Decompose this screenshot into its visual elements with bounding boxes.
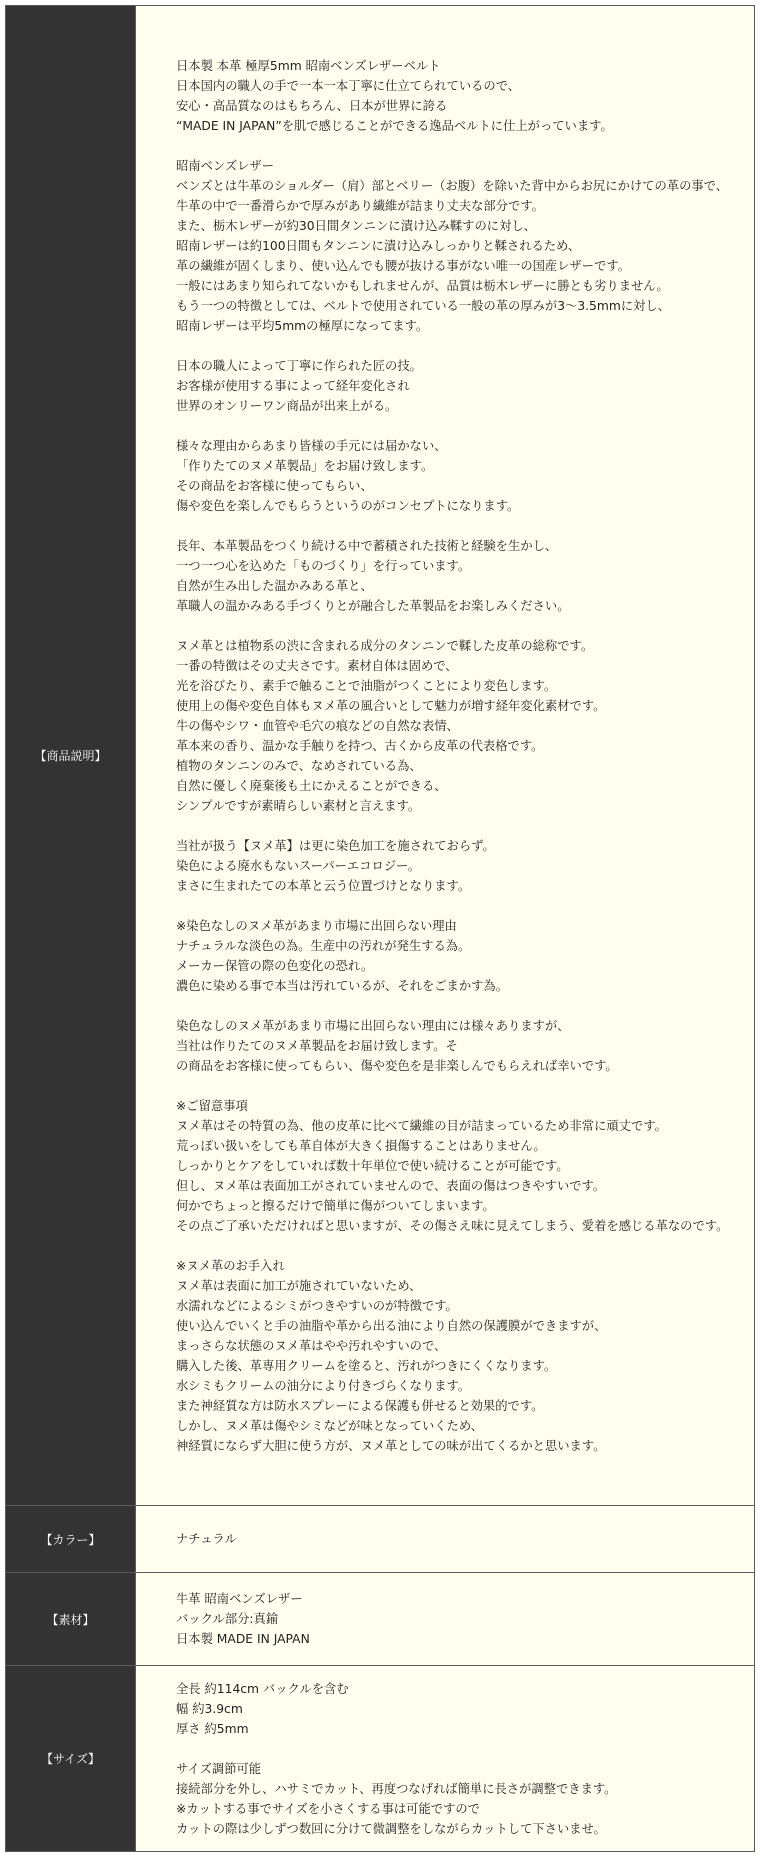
text-line: しかし、ヌメ革は傷やシミなどが味となっていくため、: [176, 1418, 483, 1433]
text-line: 染色なしのヌメ革があまり市場に出回らない理由には様々ありますが、: [176, 1018, 570, 1033]
text-line: 濃色に染める事で本当は汚れているが、それをごまかす為。: [176, 978, 509, 993]
text-line: ヌメ革とは植物系の渋に含まれる成分のタンニンで鞣した皮革の総称です。: [176, 638, 594, 653]
text-line: ヌメ革はその特質の為、他の皮革に比べて繊維の目が詰まっているため非常に頑丈です。: [176, 1118, 667, 1133]
text-line: 革本来の香り、温かな手触りを持つ、古くから皮革の代表格です。: [176, 738, 544, 753]
text-line: 牛革 昭南ベンズレザー: [176, 1592, 303, 1606]
text-line: ※ご留意事項: [176, 1098, 248, 1113]
spec-table-body: [6, 6, 755, 1852]
text-line: 昭南ベンズレザー: [176, 158, 275, 173]
text-line: 革の繊維が固くしまり、使い込んでも腰が抜ける事がない唯一の国産レザーです。: [176, 258, 631, 273]
text-line: 全長 約114cm バックルを含む: [176, 1681, 349, 1696]
text-line: もう一つの特徴としては、ベルトで使用されている一般の革の厚みが3～3.5mmに対し、: [176, 298, 671, 313]
text-line: 使い込んでいくと手の油脂や革から出る油により自然の保護膜ができますが、: [176, 1318, 607, 1333]
text-line: 染色による廃水もないスーパーエコロジー。: [176, 858, 421, 873]
content-material: [136, 1573, 755, 1666]
text-line: 日本製 MADE IN JAPAN: [176, 1632, 310, 1646]
product-spec-table: [5, 5, 755, 1852]
text-paragraph: [176, 1679, 734, 1739]
text-line: 光を浴びたり、素手で触ることで油脂がつくことにより変色します。: [176, 678, 557, 693]
text-line: 一般にはあまり知られてないかもしれませんが、品質は栃木レザーに勝とも劣りません。: [176, 278, 669, 293]
text-line: 一つ一つ心を込めた「ものづくり」を行っています。: [176, 558, 471, 573]
text-line: 傷や変色を楽しんでもらうというのがコンセプトになります。: [176, 498, 520, 513]
text-line: メーカー保管の際の色変化の恐れ。: [176, 958, 374, 973]
spec-row-description: [6, 6, 755, 1506]
text-paragraph: [176, 536, 734, 616]
text-paragraph: [176, 836, 734, 896]
text-line: 購入した後、革専用クリームを塗ると、汚れがつきにくくなります。: [176, 1358, 557, 1373]
text-line: しっかりとケアをしていれば数十年単位で使い続けることが可能です。: [176, 1158, 569, 1173]
text-line: 昭南レザーは平均5mmの極厚になってます。: [176, 318, 429, 333]
text-paragraph: [176, 356, 734, 416]
text-line: 植物のタンニンのみで、なめされている為、: [176, 758, 422, 773]
text-line: 一番の特徴はその丈夫さです。素材自体は固めで、: [176, 658, 458, 673]
text-paragraph: [176, 156, 734, 336]
text-line: まさに生まれたての本革と云う位置づけとなります。: [176, 878, 471, 893]
text-line: また、栃木レザーが約30日間タンニンに漬け込み鞣すのに対し、: [176, 218, 536, 233]
text-line: 牛の傷やシワ・血管や毛穴の痕などの自然な表情、: [176, 718, 459, 733]
text-line: の商品をお客様に使ってもらい、傷や変色を是非楽しんでもらえれば幸いです。: [176, 1058, 618, 1073]
text-line: 何かでちょっと擦るだけで簡単に傷がついてしまいます。: [176, 1198, 495, 1213]
text-line: お客様が使用する事によって経年変化され: [176, 378, 410, 393]
label-color: 【カラー】: [6, 1506, 136, 1573]
text-line: 自然に優しく廃棄後も土にかえることができる、: [176, 778, 447, 793]
text-line: また神経質な方は防水スプレーによる保護も併せると効果的です。: [176, 1398, 544, 1413]
label-material: 【素材】: [6, 1573, 136, 1666]
content-size: [136, 1666, 755, 1852]
label-size: 【サイズ】: [6, 1666, 136, 1852]
text-line: ナチュラルな淡色の為。生産中の汚れが発生する為。: [176, 938, 471, 953]
text-line: 当社が扱う【ヌメ革】は更に染色加工を施されておらず。: [176, 838, 495, 853]
content-description: [136, 6, 755, 1506]
text-line: 長年、本革製品をつくり続ける中で蓄積された技術と経験を生かし、: [176, 538, 558, 553]
text-line: カットの際は少しずつ数回に分けて微調整をしながらカットして下さいませ。: [176, 1821, 606, 1836]
text-paragraph: [176, 916, 734, 996]
text-line: 「作りたてのヌメ革製品」をお届け致します。: [176, 458, 434, 473]
text-line: 当社は作りたてのヌメ革製品をお届け致します。そ: [176, 1038, 458, 1053]
text-line: ベンズとは牛革のショルダー（肩）部とベリー（お腹）を除いた背中からお尻にかけての革の事で、: [176, 178, 729, 193]
text-line: その点ご了承いただければと思いますが、その傷さえ味に見えてしまう、愛着を感じる革なのです。: [176, 1218, 729, 1233]
text-paragraph: [176, 1256, 734, 1456]
text-line: その商品をお客様に使ってもらい、: [176, 478, 373, 493]
text-line: 自然が生み出した温かみある革と、: [176, 578, 373, 593]
text-line: 様々な理由からあまり皆様の手元には届かない、: [176, 438, 447, 453]
label-description: 【商品説明】: [6, 6, 136, 1506]
spec-row-color: [6, 1506, 755, 1573]
text-line: “MADE IN JAPAN”を肌で感じることができる逸品ベルトに仕上がっています。: [176, 118, 613, 133]
text-line: ナチュラル: [176, 1532, 237, 1546]
text-line: 神経質にならず大胆に使う方が、ヌメ革としての味が出てくるかと思います。: [176, 1438, 606, 1453]
text-line: 革職人の温かみある手づくりとが融合した革製品をお楽しみください。: [176, 598, 570, 613]
text-paragraph: [176, 1016, 734, 1076]
text-line: シンプルですが素晴らしい素材と言えます。: [176, 798, 421, 813]
text-line: ヌメ革は表面に加工が施されていないため、: [176, 1278, 422, 1293]
text-line: 水シミもクリームの油分により付きづらくなります。: [176, 1378, 471, 1393]
text-paragraph: [176, 436, 734, 516]
text-line: ※ヌメ革のお手入れ: [176, 1258, 285, 1273]
text-line: 日本国内の職人の手で一本一本丁寧に仕立てられているので、: [176, 78, 521, 93]
text-line: 安心・高品質なのはもちろん、日本が世界に誇る: [176, 98, 448, 113]
text-line: 厚さ 約5mm: [176, 1721, 249, 1736]
text-line: 日本の職人によって丁寧に作られた匠の技。: [176, 358, 422, 373]
spec-row-material: [6, 1573, 755, 1666]
text-line: 牛革の中で一番滑らかで厚みがあり繊維が詰まり丈夫な部分です。: [176, 198, 544, 213]
text-paragraph: [176, 1759, 734, 1839]
text-line: ※カットする事でサイズを小さくする事は可能ですので: [176, 1801, 480, 1816]
text-line: 接続部分を外し、ハサミでカット、再度つなげれば簡単に長さが調整できます。: [176, 1781, 617, 1796]
spec-row-size: [6, 1666, 755, 1852]
text-paragraph: [176, 1589, 734, 1649]
text-line: バックル部分:真鍮: [176, 1612, 279, 1626]
text-line: ※染色なしのヌメ革があまり市場に出回らない理由: [176, 918, 457, 933]
text-paragraph: [176, 636, 734, 816]
text-line: 使用上の傷や変色自体もヌメ革の風合いとして魅力が増す経年変化素材です。: [176, 698, 606, 713]
text-line: サイズ調節可能: [176, 1761, 262, 1776]
text-line: 昭南レザーは約100日間もタンニンに漬け込みしっかりと鞣されるため、: [176, 238, 581, 253]
text-line: 世界のオンリーワン商品が出来上がる。: [176, 398, 398, 413]
text-paragraph: [176, 1529, 734, 1549]
text-paragraph: [176, 56, 734, 136]
content-color: [136, 1506, 755, 1573]
text-line: まっさらな状態のヌメ革はやや汚れやすいので、: [176, 1338, 447, 1353]
text-line: 水濡れなどによるシミがつきやすいのが特徴です。: [176, 1298, 458, 1313]
text-line: 幅 約3.9cm: [176, 1701, 243, 1716]
text-line: 荒っぽい扱いをしても革自体が大きく損傷することはありません。: [176, 1138, 546, 1153]
text-line: 日本製 本革 極厚5mm 昭南ベンズレザーベルト: [176, 58, 441, 73]
text-paragraph: [176, 1096, 734, 1236]
text-line: 但し、ヌメ革は表面加工がされていませんので、表面の傷はつきやすいです。: [176, 1178, 606, 1193]
